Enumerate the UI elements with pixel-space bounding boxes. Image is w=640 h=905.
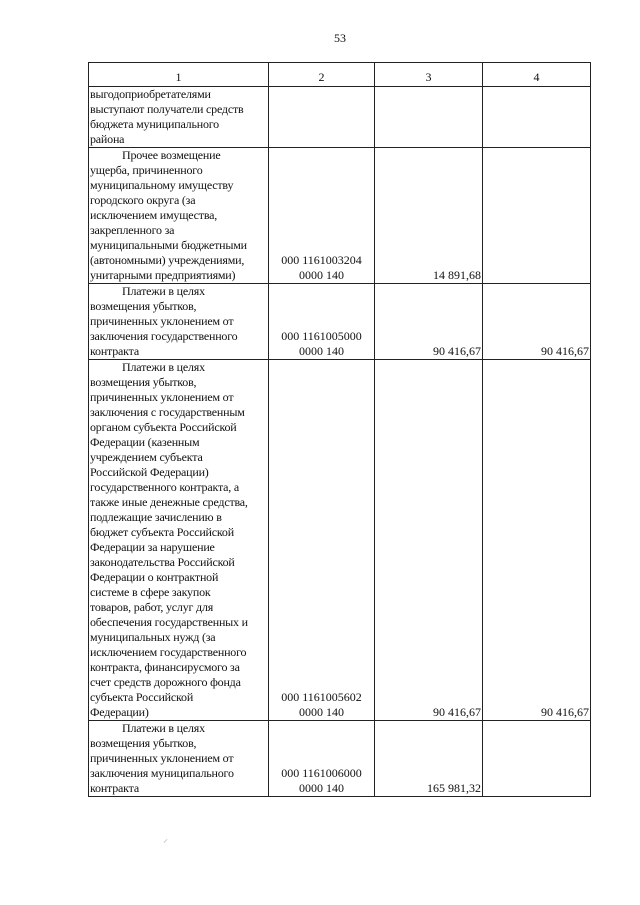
row-amount-col3: 165 981,32 bbox=[375, 721, 483, 797]
column-header-2: 2 bbox=[269, 63, 375, 87]
column-header-1: 1 bbox=[89, 63, 269, 87]
row-description-rest: выгодоприобретателями выступают получатели средств бюджета муниципального района bbox=[90, 87, 244, 146]
row-amount-col3 bbox=[375, 87, 483, 148]
row-amount-col3: 14 891,68 bbox=[375, 148, 483, 284]
table-row bbox=[89, 148, 591, 284]
row-description-rest: ущерба, причиненного муниципальному имуществу городского округа (за исключением имущества, закрепленного за муниципальными бюджетными (автономными) учреждениями, унитарными предприятиями) bbox=[90, 163, 247, 282]
row-amount-col3: 90 416,67 bbox=[375, 284, 483, 360]
row-code bbox=[269, 87, 375, 148]
row-code: 000 1161005602 0000 140 bbox=[269, 360, 375, 721]
table-row bbox=[89, 284, 591, 360]
row-description bbox=[89, 87, 269, 148]
table-header-row bbox=[89, 63, 591, 87]
column-header-3: 3 bbox=[375, 63, 483, 87]
row-amount-col4 bbox=[483, 721, 591, 797]
row-description-rest: возмещения убытков, причиненных уклонением от заключения муниципального контракта bbox=[90, 736, 234, 795]
row-description bbox=[89, 148, 269, 284]
row-description-first-line: Платежи в целях bbox=[122, 721, 205, 735]
page-number: 53 bbox=[334, 31, 346, 45]
row-description bbox=[89, 360, 269, 721]
row-description-rest: возмещения убытков, причиненных уклонением от заключения государственного контракта bbox=[90, 299, 238, 358]
row-description bbox=[89, 721, 269, 797]
stray-pen-mark: ⸝ bbox=[163, 834, 168, 845]
row-description-first-line: Прочее возмещение bbox=[122, 148, 221, 162]
row-code: 000 1161003204 0000 140 bbox=[269, 148, 375, 284]
row-amount-col4 bbox=[483, 87, 591, 148]
table-row bbox=[89, 360, 591, 721]
table-row bbox=[89, 721, 591, 797]
budget-revenue-table bbox=[88, 62, 591, 797]
column-header-4: 4 bbox=[483, 63, 591, 87]
row-amount-col4: 90 416,67 bbox=[483, 284, 591, 360]
row-amount-col4: 90 416,67 bbox=[483, 360, 591, 721]
row-code: 000 1161005000 0000 140 bbox=[269, 284, 375, 360]
table-row bbox=[89, 87, 591, 148]
row-description-rest: возмещения убытков, причиненных уклонением от заключения с государственным органом субъекта Российской Федерации (казенным учреждением субъекта Российской Федерации) государственного контракта, а также иные денежные средства, подлежащие зачислению в бюджет субъекта Российской Федерации за нарушение законодательства Российской Федерации о контрактной системе в сфере закупок товаров, работ, услуг для обеспечения государственных и муниципальных нужд (за исключением государственного контракта, финансирусмого за счет средств дорожного фонда субъекта Российской Федерации) bbox=[90, 375, 248, 719]
row-description-first-line: Платежи в целях bbox=[122, 284, 205, 298]
row-description-first-line: Платежи в целях bbox=[122, 360, 205, 374]
row-amount-col4 bbox=[483, 148, 591, 284]
row-code: 000 1161006000 0000 140 bbox=[269, 721, 375, 797]
row-amount-col3: 90 416,67 bbox=[375, 360, 483, 721]
row-description bbox=[89, 284, 269, 360]
